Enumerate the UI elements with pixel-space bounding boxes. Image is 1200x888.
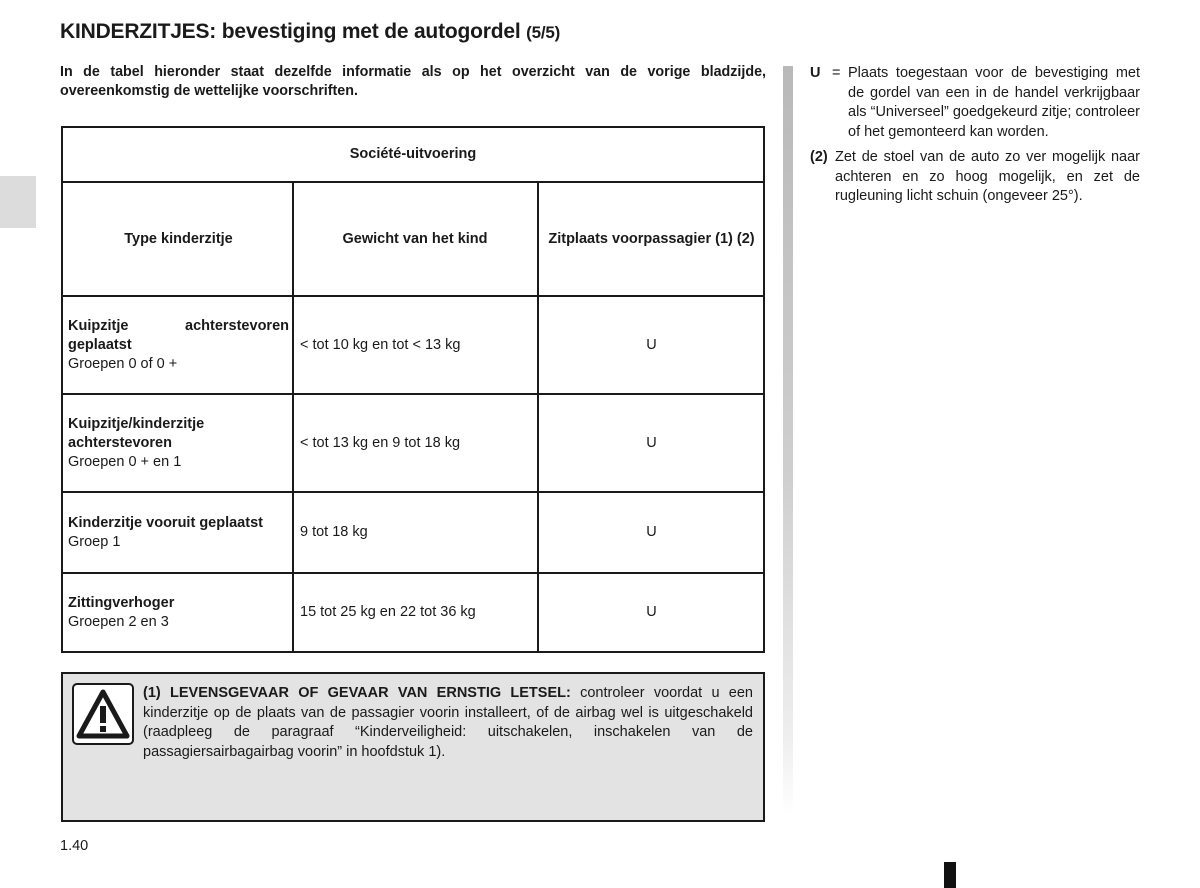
column-header-seat: Zitplaats voorpassagier (1) (2) (548, 230, 755, 247)
table-rule (292, 183, 294, 651)
seat-permission: U (646, 524, 657, 540)
footnote-key: (2) (810, 149, 828, 165)
child-seat-group: Groep 1 (68, 533, 121, 550)
footnote-key: U (810, 65, 821, 81)
warning-triangle-icon (72, 683, 134, 745)
page-marker (944, 862, 956, 888)
warning-text (143, 684, 753, 762)
seat-permission: U (646, 604, 657, 620)
warning-box (61, 672, 765, 822)
child-seat-type: Kuipzitje achterstevoren geplaatst (68, 317, 289, 353)
table-row-type (68, 297, 289, 393)
table-caption: Société-uitvoering (349, 146, 477, 162)
footnote-text: Plaats toegestaan voor de bevestiging met de gordel van een in de handel verkrijgbaar als “Universeel” goedgekeurd zitje; controleer of het gemonteerd kan worden. (848, 65, 1140, 140)
seat-permission: U (646, 336, 657, 353)
section-tab (0, 176, 36, 228)
footnote-u (810, 64, 1140, 142)
child-seat-group: Groepen 0 + en 1 (68, 453, 182, 470)
intro-text: In de tabel hieronder staat dezelfde informatie als op het overzicht van de vorige bladzijde, overeenkomstig de wettelijke voorschriften. (60, 64, 766, 99)
page-title (60, 20, 560, 44)
column-header-type: Type kinderzitje (124, 230, 233, 247)
child-seat-group: Groepen 2 en 3 (68, 613, 169, 630)
seat-permission: U (646, 434, 657, 451)
footnote-2 (810, 148, 1140, 207)
footnote-separator: = (832, 65, 841, 81)
page-number: 1.40 (60, 838, 89, 854)
child-weight: < tot 10 kg en tot < 13 kg (300, 336, 461, 353)
child-seat-type: Zittingverhoger (68, 594, 175, 611)
warning-body: controleer voordat u een kinderzitje op de plaats van de passagier voorin installeert, of de airbag wel is uitgeschakeld (raadpleeg de paragraaf “Kinderveiligheid: uitschakelen, inschakelen van de passagiersairbagairbag voorin” in hoofdstuk 1). (143, 685, 754, 760)
table-row-type (68, 574, 289, 651)
table-row-type (68, 395, 289, 491)
table-row-type (68, 493, 289, 572)
child-weight: < tot 13 kg en 9 tot 18 kg (300, 434, 461, 451)
footnotes (810, 64, 1140, 213)
column-divider (783, 66, 793, 816)
warning-heading: (1) LEVENSGEVAAR OF GEVAAR VAN ERNSTIG LETSEL: (143, 685, 571, 701)
child-weight: 9 tot 18 kg (300, 524, 368, 540)
child-seat-type: Kinderzitje vooruit geplaatst (68, 514, 263, 531)
child-weight: 15 tot 25 kg en 22 tot 36 kg (300, 604, 476, 620)
table-rule (537, 183, 539, 651)
page-title-suffix: (5/5) (526, 23, 561, 42)
child-seat-group: Groepen 0 of 0 + (68, 355, 178, 372)
footnote-text: Zet de stoel van de auto zo ver mogelijk naar achteren en zo hoog mogelijk, en zet de rugleuning licht schuin (ongeveer 25°). (835, 149, 1140, 204)
child-seat-type: Kuipzitje/kinderzitje achterstevoren (68, 415, 205, 451)
child-seat-table (61, 126, 765, 653)
page-title-text: KINDERZITJES: bevestiging met de autogordel (60, 20, 521, 43)
column-header-weight: Gewicht van het kind (342, 230, 488, 247)
